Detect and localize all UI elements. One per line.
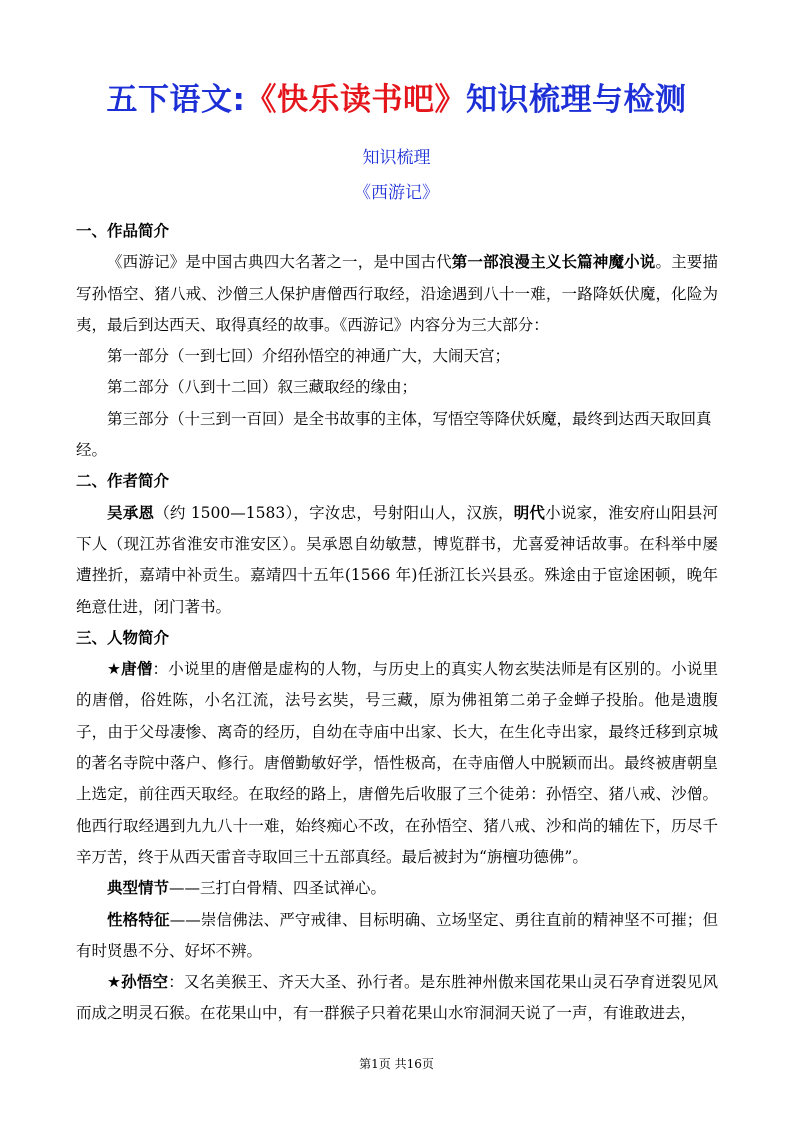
paragraph-wukong xyxy=(76,967,718,1030)
bold-text: 第一部浪漫主义长篇神魔小说 xyxy=(451,253,656,272)
character-label: ★唐僧 xyxy=(107,660,153,679)
paragraph-part1: 第一部分（一到七回）介绍孙悟空的神通广大，大闹天宫； xyxy=(107,347,511,366)
text: 。主要描写孙悟空、猪八戒、沙僧三人保护唐僧西行取经，沿途遇到八十一难，一路降妖伏魔，化险为夷，最后到达西天、取得真经的故事。《西游记》内容分为三大部分： xyxy=(76,253,718,334)
title-part1: 五下语文: xyxy=(106,82,246,118)
title-part2: 《快乐读书吧》 xyxy=(245,82,466,118)
paragraph-part2: 第二部分（八到十二回）叙三藏取经的缘由； xyxy=(107,378,418,397)
dynasty: 明代 xyxy=(513,503,546,522)
paragraph-tangseng xyxy=(76,654,718,873)
text: ——三打白骨精、四圣试禅心。 xyxy=(169,879,387,898)
section-subtitle: 知识梳理 xyxy=(362,148,431,168)
paragraph-work-intro xyxy=(76,247,718,341)
text: ：小说里的唐僧是虚构的人物，与历史上的真实人物玄奘法师是有区别的。小说里的唐僧，俗姓陈，小名江流，法号玄奘，号三藏，原为佛祖第二弟子金蝉子投胎。他是遗腹子，由于父母凄惨、离奇的经历，自幼在寺庙中出家、长大，在生化寺出家，最终迁移到京城的著名寺院中落户、修行。唐僧勤敏好学，悟性极高，在寺庙僧人中脱颖而出。最终被唐朝皇上选定，前往西天取经。在取经的路上，唐僧先后收服了三个徒弟：孙悟空、猪八戒、沙僧。他西行取经遇到九九八十一难，始终痴心不改，在孙悟空、猪八戒、沙和尚的辅佐下，历尽千辛万苦，终于从西天雷音寺取回三十五部真经。最后被封为“旃檀功德佛”。 xyxy=(76,660,718,866)
text: 《西游记》是中国古典四大名著之一，是中国古代 xyxy=(107,253,452,272)
document-title xyxy=(0,80,793,120)
text: 小说家，淮安府山阳县河下人（现江苏省淮安市淮安区）。吴承恩自幼敏慧，博览群书，尤喜爱神话故事。在科举中屡遭挫折，嘉靖中补贡生。嘉靖四十五年(1566 年)任浙江长兴县丞。殊途由于宦途困顿，晚年绝意仕进，闭门著书。 xyxy=(76,503,718,616)
character-label: ★孙悟空 xyxy=(107,973,169,992)
paragraph-plot xyxy=(76,873,718,904)
paragraph-author xyxy=(76,498,718,623)
author-name: 吴承恩 xyxy=(107,503,155,522)
title-part3: 知识梳理与检测 xyxy=(465,82,687,118)
document-body xyxy=(76,216,718,1030)
plot-label: 典型情节 xyxy=(107,879,170,898)
text: ——崇信佛法、严守戒律、目标明确、立场坚定、勇往直前的精神坚不可摧；但有时贤愚不分、好坏不辨。 xyxy=(76,910,718,960)
text: （约 1500—1583），字汝忠，号射阳山人，汉族， xyxy=(154,503,514,522)
heading-author: 二、作者简介 xyxy=(76,472,170,491)
text: ：又名美猴王、齐天大圣、孙行者。是东胜神州傲来国花果山灵石孕育迸裂见风而成之明灵石猴。在花果山中，有一群猴子只着花果山水帘洞洞天说了一声，有谁敢进去， xyxy=(76,973,718,1023)
page-footer: 第1页 共16页 xyxy=(359,1057,434,1071)
heading-work-intro: 一、作品简介 xyxy=(76,222,170,240)
heading-characters: 三、人物简介 xyxy=(76,628,170,647)
paragraph-part3: 第三部分（十三到一百回）是全书故事的主体，写悟空等降伏妖魔，最终到达西天取回真经。 xyxy=(76,409,712,460)
trait-label: 性格特征 xyxy=(107,910,170,929)
book-title: 《西游记》 xyxy=(354,183,439,203)
paragraph-traits xyxy=(76,905,718,968)
